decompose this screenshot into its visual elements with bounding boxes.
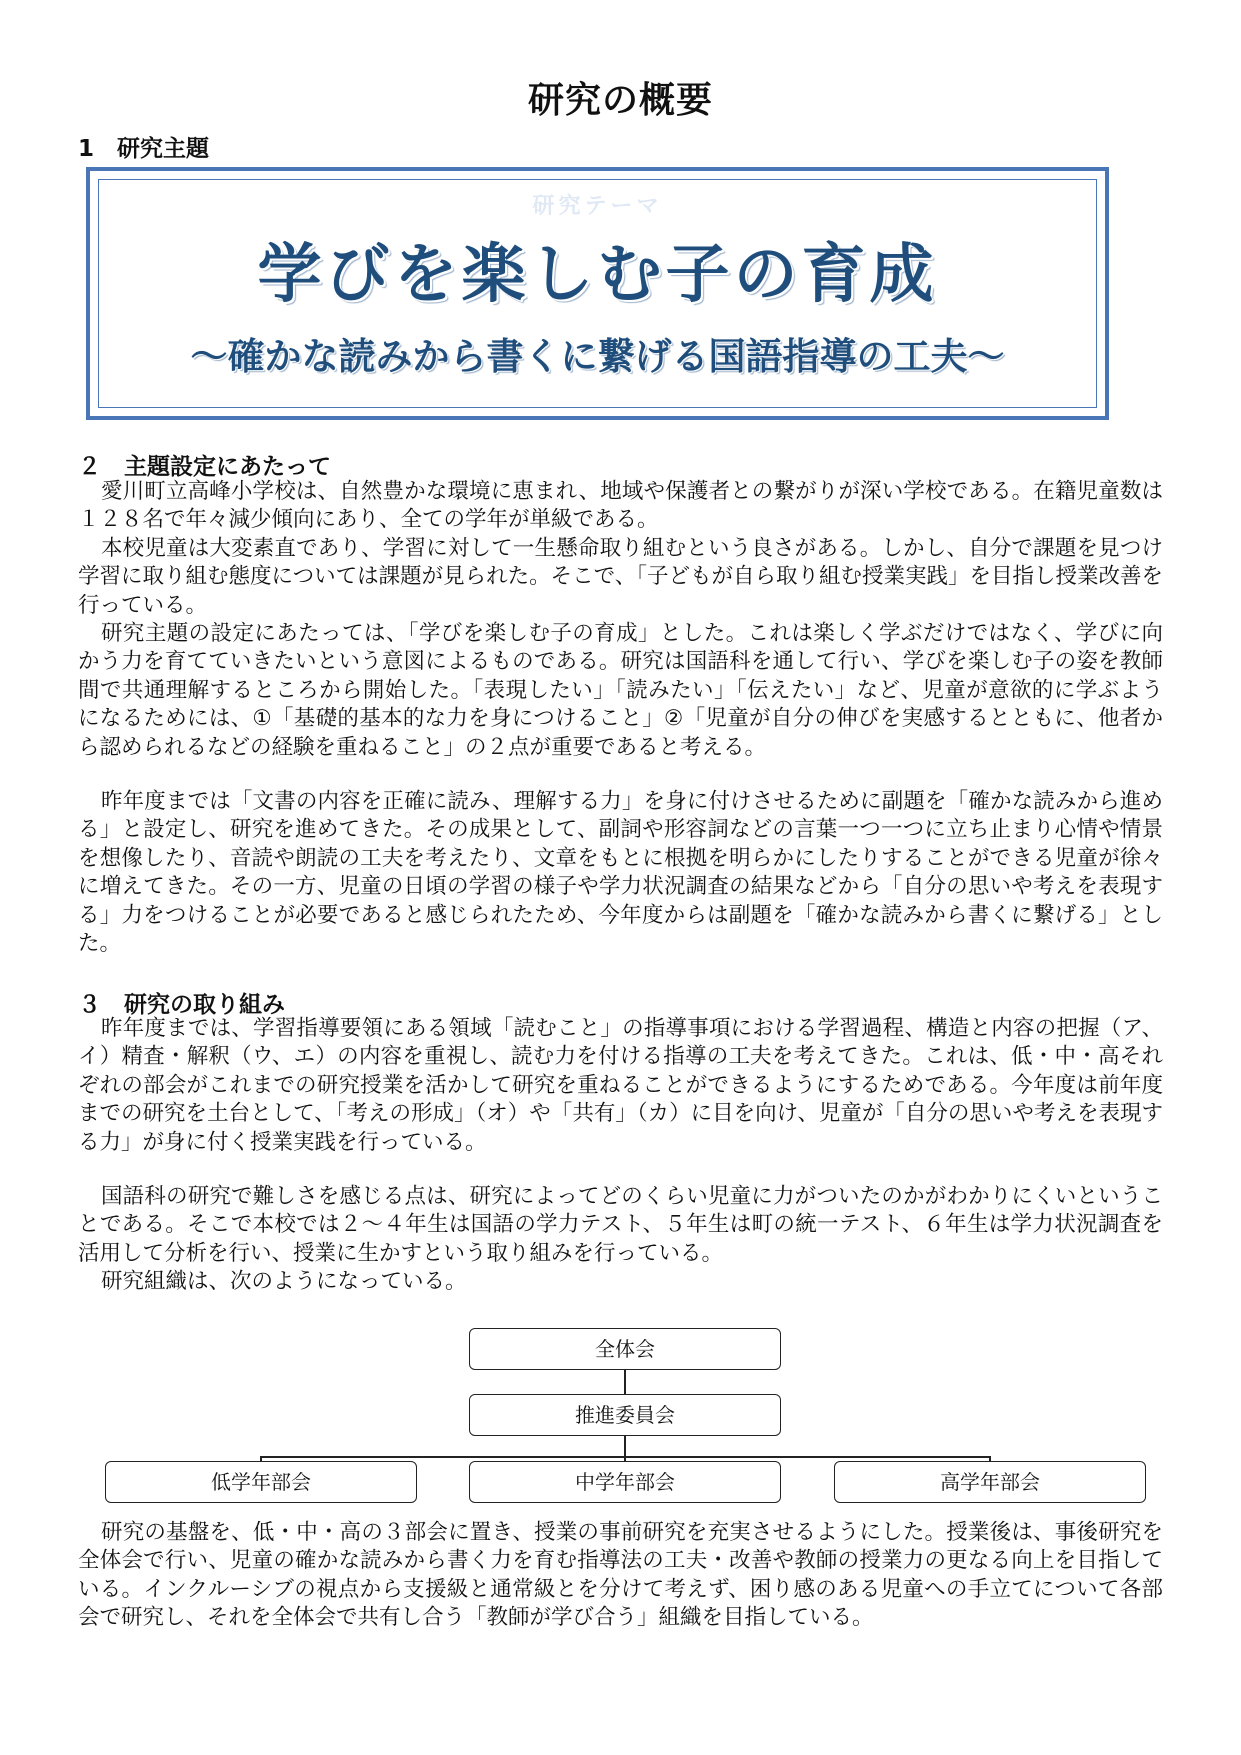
theme-main-title: 学びを楽しむ子の育成: [257, 238, 938, 312]
org-connector-middle: [624, 1436, 626, 1457]
section-heading-background: ２ 主題設定にあたって: [78, 454, 331, 480]
section-heading-theme: 1 研究主題: [78, 136, 210, 162]
org-node-committee: 推進委員会: [469, 1394, 781, 1436]
paragraph-assessment: 国語科の研究で難しさを感じる点は、研究によってどのくらい児童に力がついたのかがわかりにくいということである。そこで本校では２～４年生は国語の学力テスト、５年生は町の統一テスト、６年生は学力状況調査を活用して分析を行い、授業に生かすという取り組みを行っている。: [78, 1184, 1163, 1266]
org-node-middle-grade: 中学年部会: [469, 1461, 781, 1503]
theme-subtitle: ～確かな読みから書くに繋げる国語指導の工夫～: [190, 335, 1005, 378]
theme-label: 研究テーマ: [532, 194, 663, 219]
org-connector-top: [624, 1370, 626, 1394]
research-theme-box: [86, 167, 1109, 420]
paragraph-org-intro: 研究組織は、次のようになっている。: [101, 1269, 467, 1294]
paragraph-student-traits: 本校児童は大変素直であり、学習に対して一生懸命取り組むという良さがある。しかし、自分で課題を見つけ学習に取り組む態度については課題が見られた。そこで、「子どもが自ら取り組む授業実践」を目指し授業改善を行っている。: [78, 536, 1163, 618]
page-title: 研究の概要: [527, 80, 713, 121]
paragraph-school-intro: 愛川町立高峰小学校は、自然豊かな環境に恵まれ、地域や保護者との繋がりが深い学校である。在籍児童数は１２８名で年々減少傾向にあり、全ての学年が単級である。: [78, 479, 1163, 533]
org-node-lower-grade: 低学年部会: [105, 1461, 417, 1503]
paragraph-previous-research: 昨年度までは「文書の内容を正確に読み、理解する力」を身に付けさせるために副題を「確かな読みから進める」と設定し、研究を進めてきた。その成果として、副詞や形容詞などの言葉一つ一つに立ち止まり心情や情景を想像したり、音読や朗読の工夫を考えたり、文章をもとに根拠を明らかにしたりすることができる児童が徐々に増えてきた。その一方、児童の日頃の学習の様子や学力状況調査の結果などから「自分の思いや考えを表現する」力をつけることが必要であると感じられたため、今年度からは副題を「確かな読みから書くに繋げる」とした。: [78, 789, 1163, 957]
section-heading-initiatives: ３ 研究の取り組み: [78, 992, 285, 1018]
org-node-upper-grade: 高学年部会: [834, 1461, 1146, 1503]
paragraph-org-description: 研究の基盤を、低・中・高の３部会に置き、授業の事前研究を充実させるようにした。授業後は、事後研究を全体会で行い、児童の確かな読みから書く力を育む指導法の工夫・改善や教師の授業力の更なる向上を目指している。インクルーシブの視点から支援級と通常級とを分けて考えず、困り感のある児童への手立てについて各部会で研究し、それを全体会で共有し合う「教師が学び合う」組織を目指している。: [78, 1520, 1163, 1631]
org-node-plenary: 全体会: [469, 1328, 781, 1370]
paragraph-initiatives: 昨年度までは、学習指導要領にある領域「読むこと」の指導事項における学習過程、構造と内容の把握（ア、イ）精査・解釈（ウ、エ）の内容を重視し、読む力を付ける指導の工夫を考えてきた。これは、低・中・高それぞれの部会がこれまでの研究授業を活かして研究を重ねることができるようにするためである。今年度は前年度までの研究を土台として、「考えの形成」（オ）や「共有」（カ）に目を向け、児童が「自分の思いや考えを表現する力」が身に付く授業実践を行っている。: [78, 1016, 1163, 1155]
paragraph-theme-setting: 研究主題の設定にあたっては、「学びを楽しむ子の育成」とした。これは楽しく学ぶだけではなく、学びに向かう力を育てていきたいという意図によるものである。研究は国語科を通して行い、学びを楽しむ子の姿を教師間で共通理解するところから開始した。「表現したい」「読みたい」「伝えたい」など、児童が意欲的に学ぶようになるためには、①「基礎的基本的な力を身につけること」②「児童が自分の伸びを実感するとともに、他者から認められるなどの経験を重ねること」の２点が重要であると考える。: [78, 621, 1163, 760]
